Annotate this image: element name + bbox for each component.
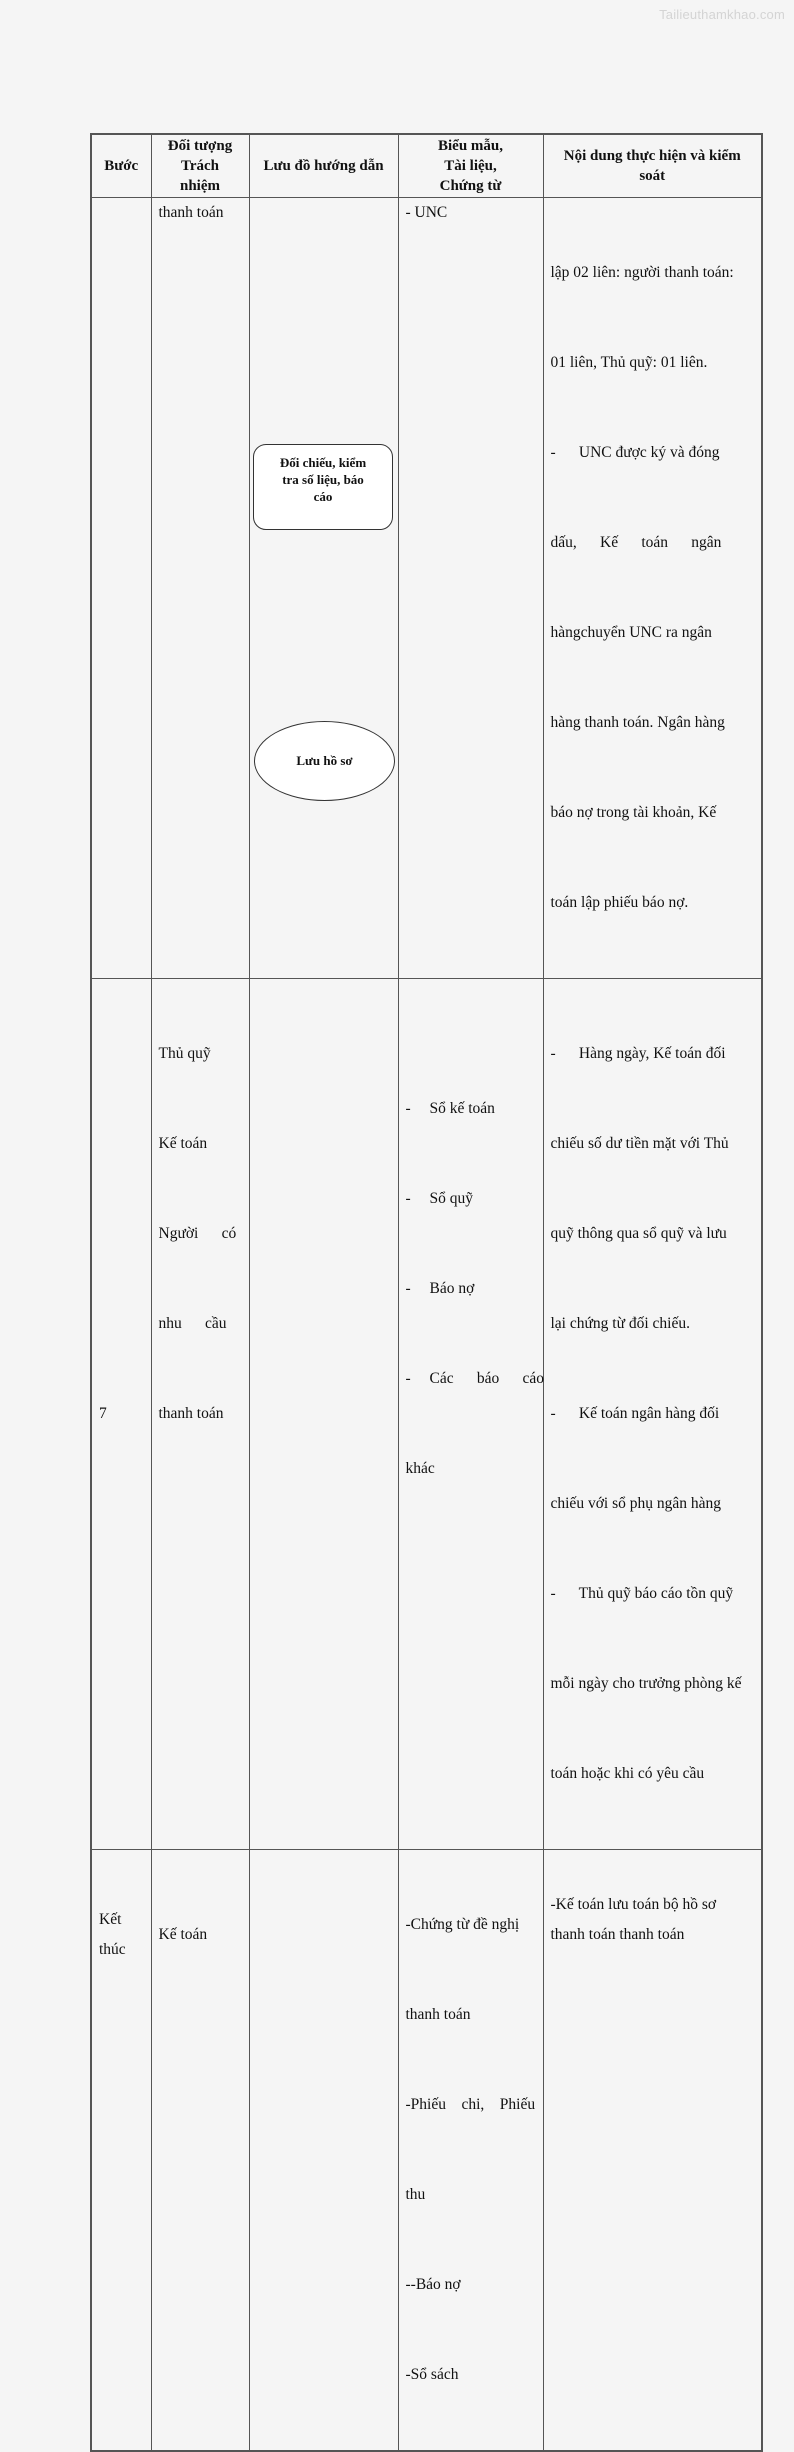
form-item: - Báo nợ [405, 1280, 475, 1297]
responsible-cell: thanh toán [151, 198, 249, 979]
header-forms: Biểu mẫu, Tài liệu, Chứng từ [398, 134, 543, 198]
flow-cell [249, 1850, 398, 2452]
header-content: Nội dung thực hiện và kiểm soát [543, 134, 762, 198]
forms-cell [398, 979, 543, 1850]
table-row [91, 198, 762, 979]
form-item: - Sổ kế toán [405, 1100, 495, 1117]
table-row [91, 1850, 762, 2452]
responsible-cell: Kế toán [151, 1850, 249, 2452]
forms-cell: - UNC [398, 198, 543, 979]
step-cell: 7 [91, 979, 151, 1850]
header-row [91, 134, 762, 198]
content-cell: - Hàng ngày, Kế toán đối chiếu số dư tiền mặt với Thủ quỹ thông qua sổ quỹ và lưu lại chứng từ đối chiếu. - Kế toán ngân hàng đối chiếu với sổ phụ ngân hàng - Thủ quỹ báo cáo tồn quỹ mỗi ngày cho trưởng phòng kế toán hoặc khi có yêu cầu [543, 979, 762, 1850]
forms-cell: -Chứng từ đề nghị thanh toán -Phiếu chi, Phiếu thu --Báo nợ -Sổ sách [398, 1850, 543, 2452]
header-flowchart: Lưu đồ hướng dẫn [249, 134, 398, 198]
step-cell [91, 198, 151, 979]
responsible-cell: Thủ quỹ Kế toán Người có nhu cầu thanh toán [151, 979, 249, 1850]
watermark: Tailieuthamkhao.com [659, 7, 785, 22]
flowchart-process-box: Đối chiếu, kiểm tra số liệu, báo cáo [253, 444, 393, 530]
header-responsible: Đối tượng Trách nhiệm [151, 134, 249, 198]
content-cell: -Kế toán lưu toán bộ hồ sơ thanh toán thanh toán [543, 1850, 762, 2452]
table-row [91, 979, 762, 1850]
content-cell: lập 02 liên: người thanh toán: 01 liên, Thủ quỹ: 01 liên. - UNC được ký và đóng dấu, Kế toán ngân hàngchuyển UNC ra ngân hàng thanh toán. Ngân hàng báo nợ trong tài khoản, Kế toán lập phiếu báo nợ. [543, 198, 762, 979]
flowchart-terminal-ellipse: Lưu hồ sơ [254, 721, 395, 801]
step-cell: Kết thúc [91, 1850, 151, 2452]
procedure-table [90, 133, 763, 2452]
form-item: - Các báo cáo [405, 1370, 544, 1387]
form-item: khác [405, 1460, 435, 1477]
form-item: - Sổ quỹ [405, 1190, 473, 1207]
header-step: Bước [91, 134, 151, 198]
flow-cell [249, 198, 398, 979]
flow-cell [249, 979, 398, 1850]
